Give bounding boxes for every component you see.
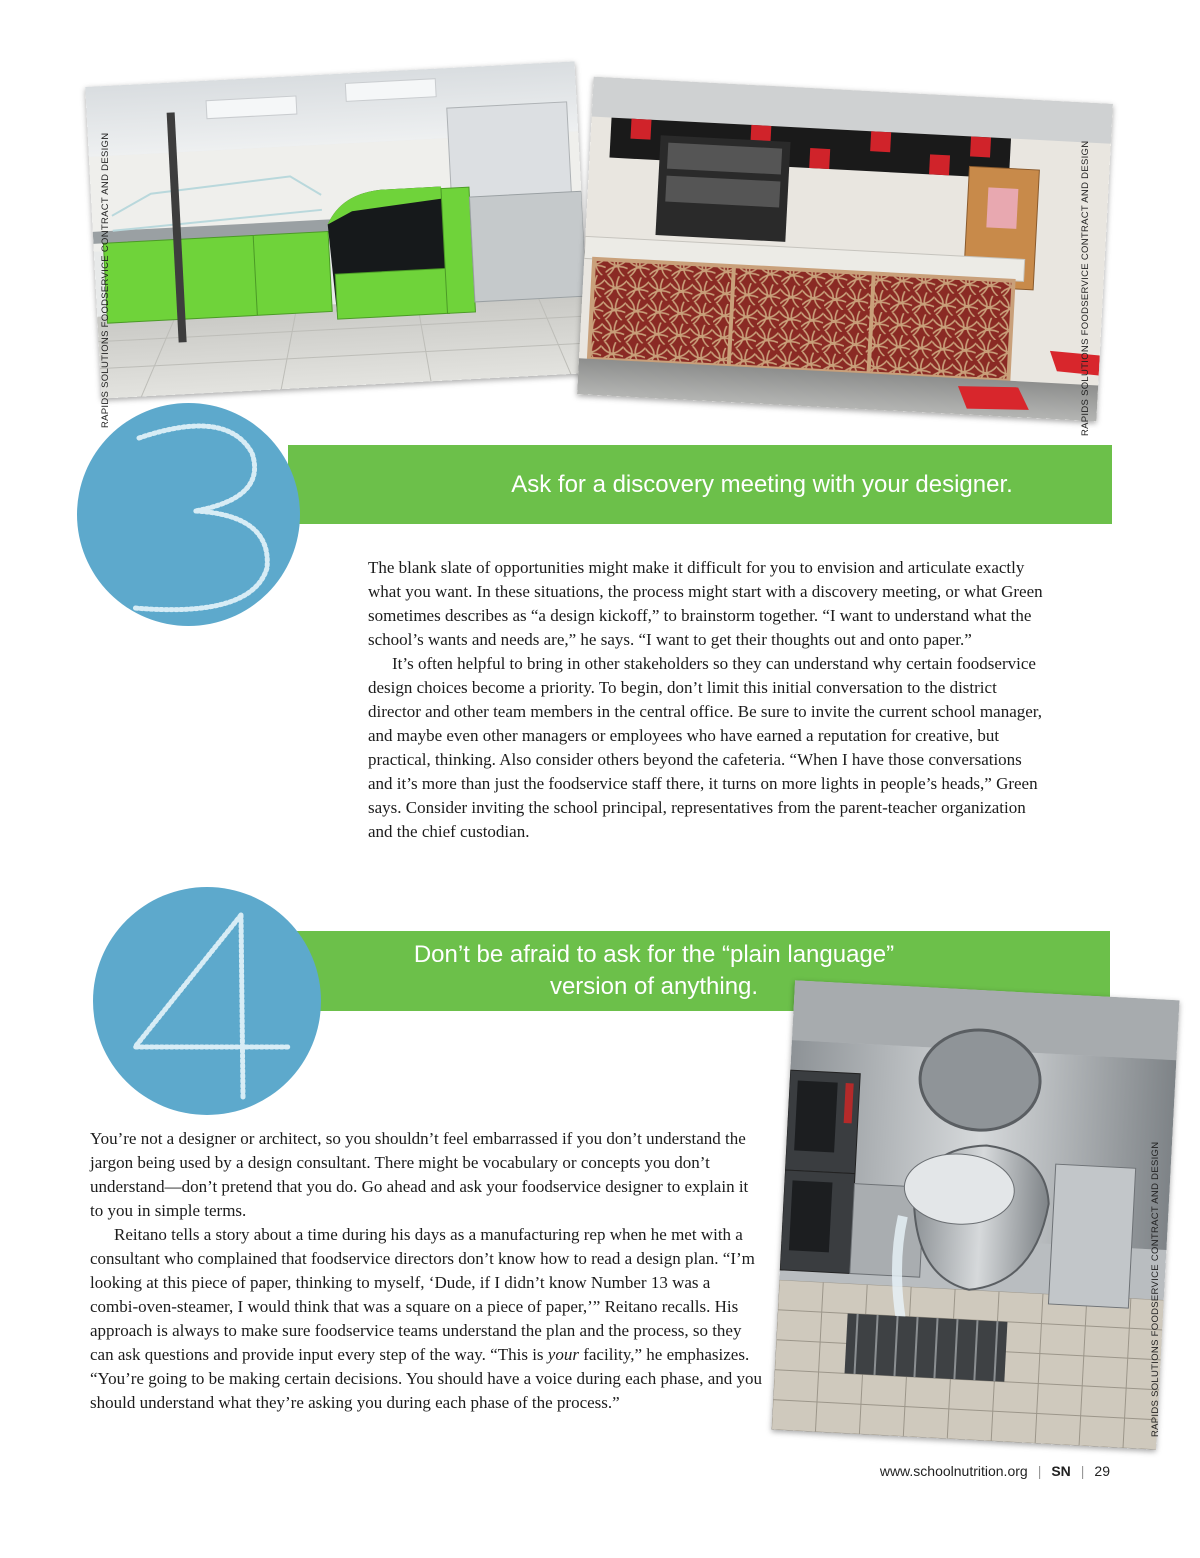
number-3-glyph xyxy=(77,403,300,626)
photo-credit: RAPIDS SOLUTIONS FOODSERVICE CONTRACT AND DESIGN xyxy=(100,132,111,428)
footer-separator: | xyxy=(1037,1463,1042,1479)
serving-line-illustration xyxy=(85,61,591,398)
section-4-paragraph: You’re not a designer or architect, so you shouldn’t feel embarrassed if you don’t understand the jargon being used by a design consultant. There might be vocabulary or concepts you don’t understand—don’t pretend that you do. Go ahead and ask your foodservice designer to explain it to you in simple terms. xyxy=(90,1129,749,1220)
photo-credit: RAPIDS SOLUTIONS FOODSERVICE CONTRACT AND DESIGN xyxy=(1080,140,1091,436)
serving-line-red-illustration xyxy=(577,77,1113,422)
kitchen-equipment-illustration xyxy=(771,980,1179,1450)
section-3-banner xyxy=(288,445,1112,524)
section-3-number-circle xyxy=(77,403,300,626)
serving-line-photo-red xyxy=(577,77,1113,422)
paragraph-text: Reitano tells a story about a time during his days as a manufacturing rep when he met with a consultant who complained that foodservice directors don’t know how to read a design plan. “I’m looking at this piece of paper, thinking to myself, ‘Dude, if I didn’t know Number 13 was a combi-oven-steamer, I would think that was a square on a piece of paper,’” Reitano recalls. His approach is always to make sure foodservice teams understand the plan and the process, so they can ask questions and provide input every step of the way. “This is xyxy=(90,1225,755,1364)
section-3-paragraph: The blank slate of opportunities might make it difficult for you to envision and articulate exactly what you want. In these situations, the process might start with a discovery meeting, or what Green sometimes describes as “a design kickoff,” to brainstorm together. “I want to understand what the school’s wants and needs are,” he says. “I want to get their thoughts out and onto paper.” xyxy=(368,558,1043,649)
footer-separator: | xyxy=(1080,1463,1085,1479)
serving-line-photo-green xyxy=(85,61,591,398)
tilting-kettle-photo xyxy=(771,980,1179,1450)
photo-credit: RAPIDS SOLUTIONS FOODSERVICE CONTRACT AND DESIGN xyxy=(1150,1141,1161,1437)
section-3-heading: Ask for a discovery meeting with your designer. xyxy=(511,470,1013,498)
section-4-paragraph xyxy=(90,1223,762,1415)
section-4-heading-line2: version of anything. xyxy=(549,973,759,1000)
section-4-number-circle xyxy=(93,887,321,1115)
page-number: 29 xyxy=(1094,1463,1110,1479)
magazine-name: SN xyxy=(1051,1463,1071,1479)
number-4-glyph xyxy=(93,887,321,1115)
emphasized-word: your xyxy=(547,1345,579,1364)
section-3-body xyxy=(368,556,1048,844)
section-3-paragraph: It’s often helpful to bring in other stakeholders so they can understand why certain foodservice design choices become a priority. To begin, don’t limit this initial conversation to the district director and other team members in the central office. Be sure to invite the current school manager, and maybe even other managers or employees who have earned a reputation for creative, but practical, thinking. Also consider others beyond the cafeteria. “When I have those conversations and it’s more than just the foodservice staff there, it turns on more lights in people’s heads,” Green says. Consider inviting the school principal, representatives from the parent-teacher organization and the chief custodian. xyxy=(368,654,1043,841)
website-link[interactable]: www.schoolnutrition.org xyxy=(879,1463,1028,1479)
section-4-heading-line1: Don’t be afraid to ask for the “plain language” xyxy=(413,941,895,968)
page-footer xyxy=(880,1463,1110,1479)
paragraph-text: facility,” he emphasizes. “You’re going to be making certain decisions. You should have a voice during each phase, and you should understand what they’re asking you during each phase of the process.” xyxy=(90,1345,762,1412)
section-4-body xyxy=(90,1127,762,1415)
